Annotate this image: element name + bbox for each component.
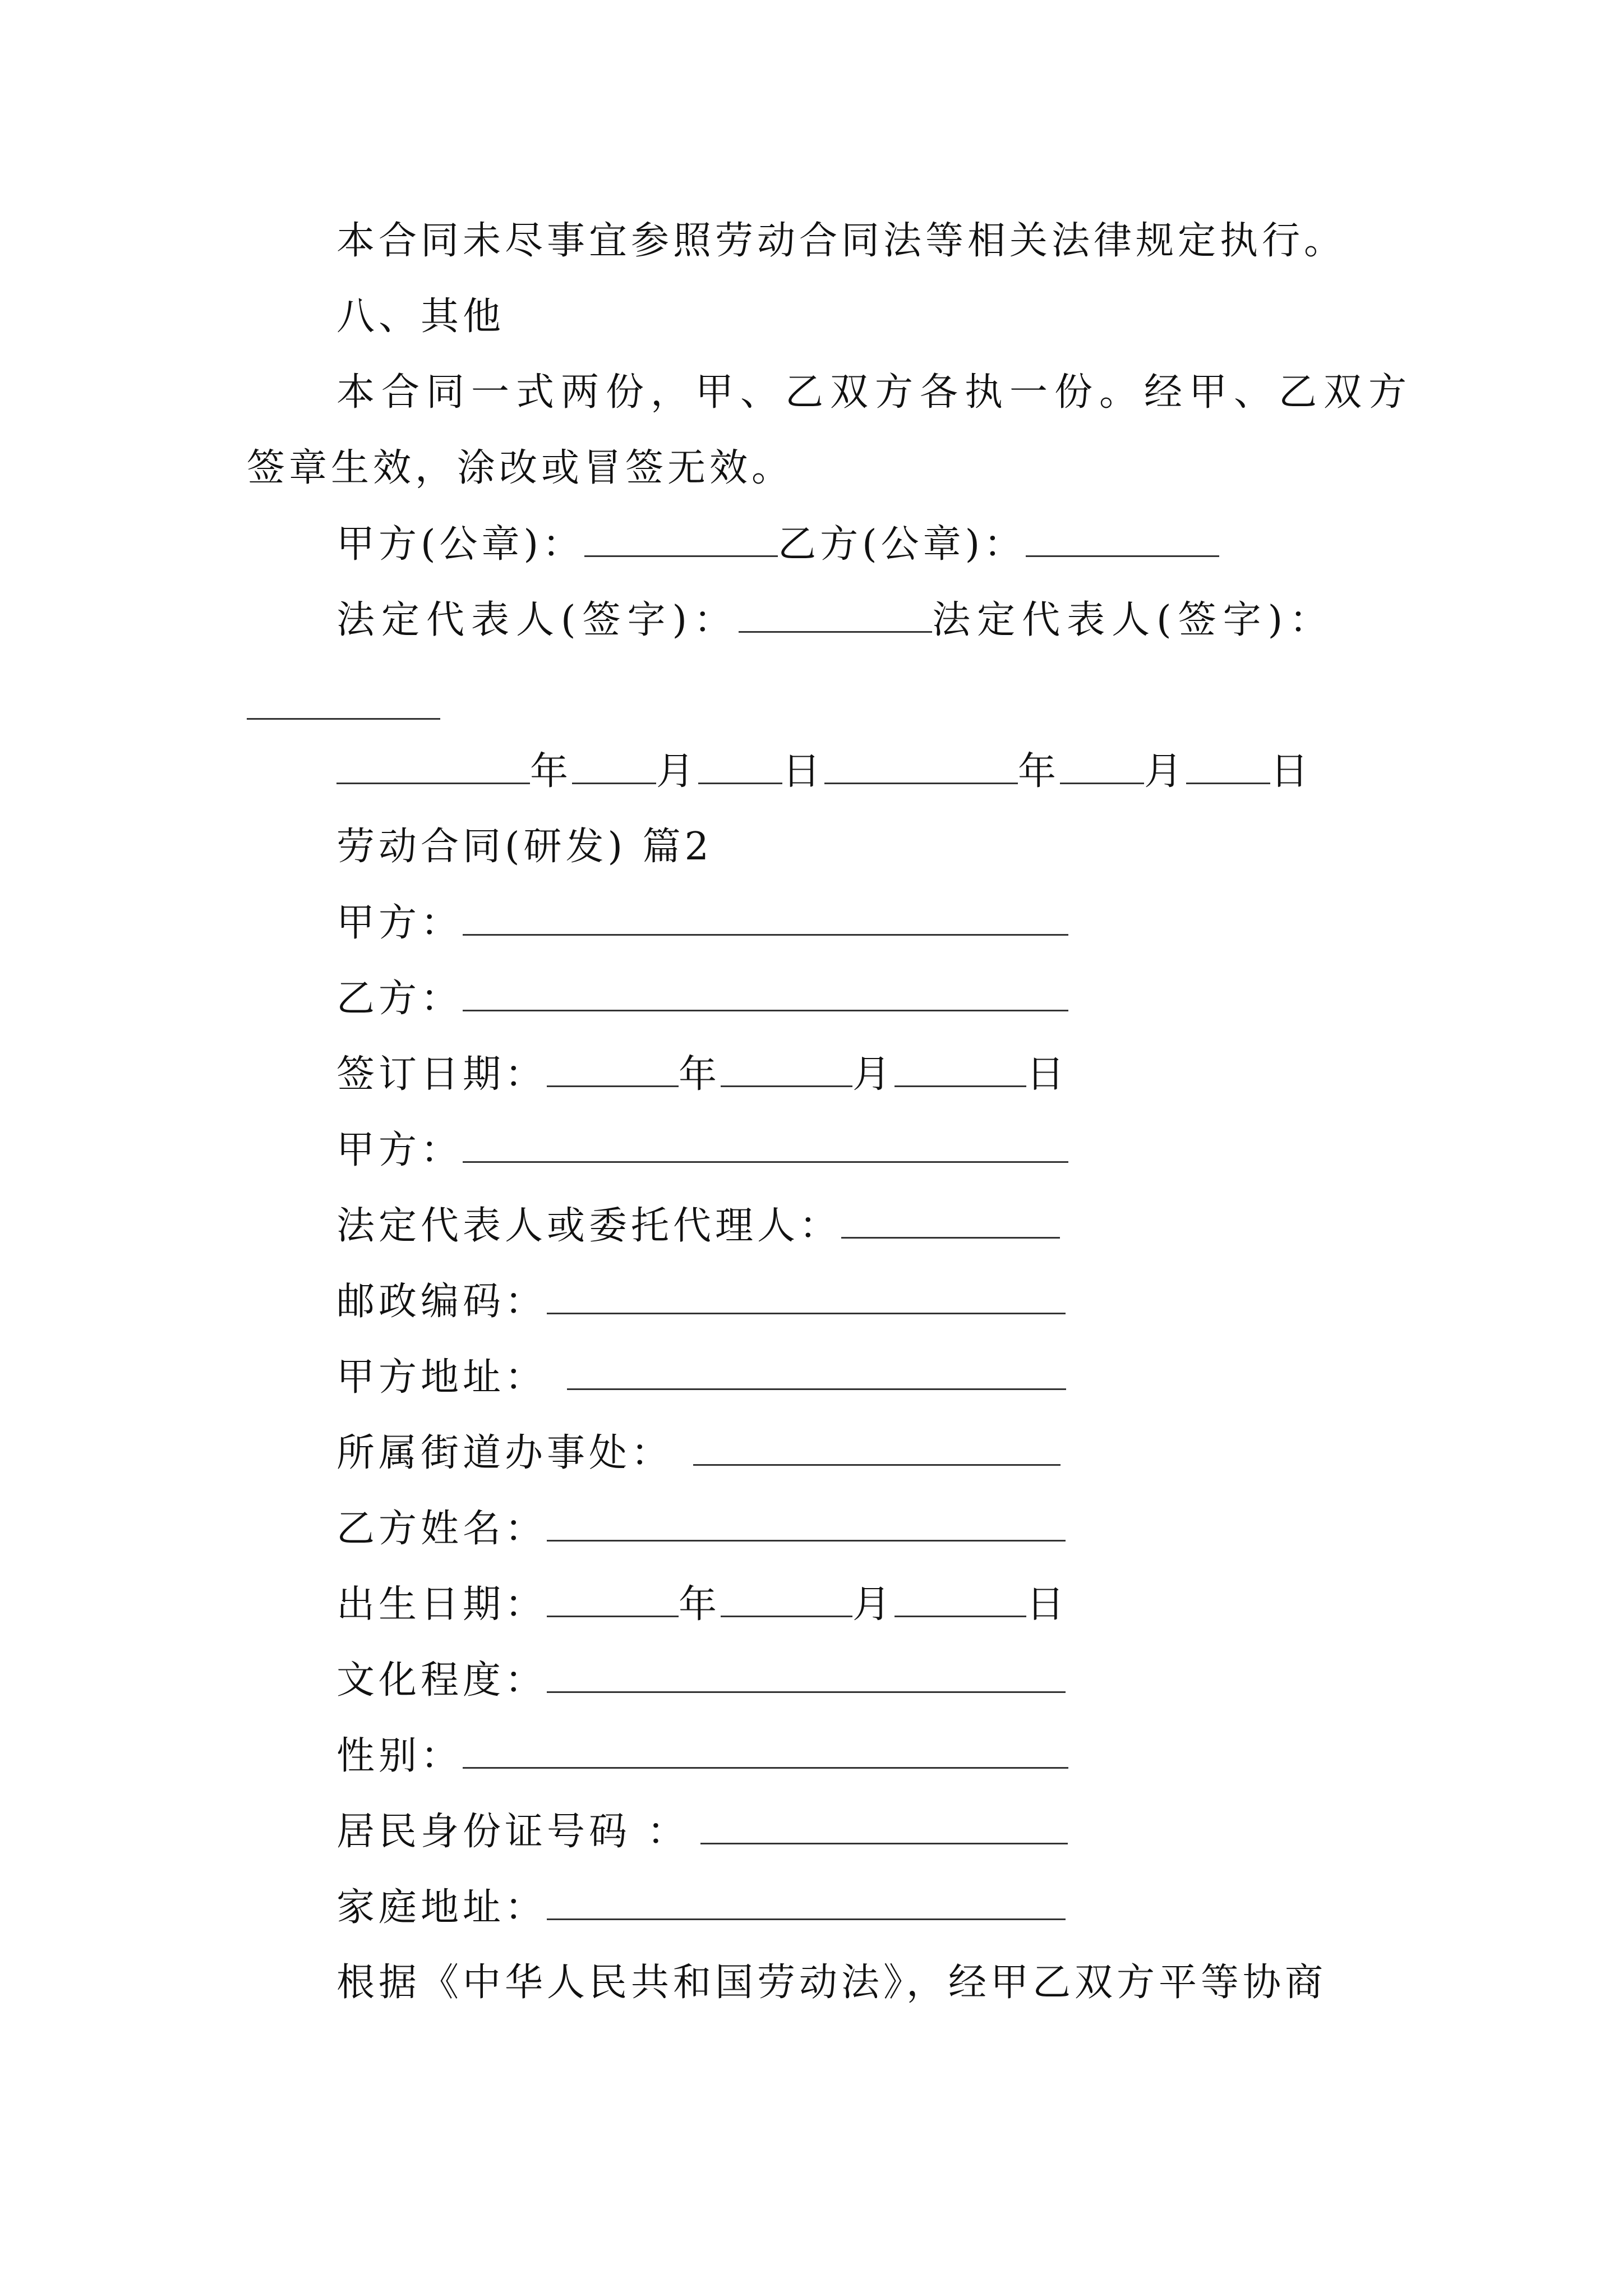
birth-date-year-blank xyxy=(547,1576,679,1617)
sign-date-month-blank xyxy=(721,1046,852,1087)
date-b-year-label: 年 xyxy=(1018,749,1061,794)
date-a-year-blank xyxy=(336,743,530,784)
party-a-again-label: 甲方： xyxy=(336,1128,463,1172)
field-birth-date xyxy=(336,1576,1068,1632)
legal-rep-a-blank xyxy=(739,592,932,633)
paragraph-copies-line2 xyxy=(247,440,794,496)
seal-line xyxy=(336,516,1219,572)
party-b-seal-blank xyxy=(1026,516,1219,557)
text-copies-line2: 签章生效，涂改或冒签无效。 xyxy=(247,446,794,490)
birth-date-month-blank xyxy=(721,1576,852,1617)
birth-date-year-label: 年 xyxy=(679,1582,721,1627)
education-label: 文化程度： xyxy=(336,1658,547,1703)
legal-rep-or-agent-label: 法定代表人或委托代理人： xyxy=(336,1204,842,1248)
field-party-b xyxy=(336,970,1068,1027)
sign-date-label: 签订日期： xyxy=(336,1052,547,1097)
id-number-blank xyxy=(700,1803,1068,1844)
party-a-address-label: 甲方地址： xyxy=(336,1355,547,1400)
legal-rep-or-agent-blank xyxy=(841,1198,1060,1239)
birth-date-label: 出生日期： xyxy=(336,1582,547,1627)
birth-date-month-label: 月 xyxy=(852,1582,895,1627)
field-gender xyxy=(336,1728,1068,1784)
home-address-label: 家庭地址： xyxy=(336,1885,547,1930)
field-subdistrict-office xyxy=(336,1425,1061,1481)
party-b-seal-label: 乙方(公章)： xyxy=(778,522,1026,567)
paragraph-law-reference xyxy=(336,213,1346,269)
subdistrict-office-blank xyxy=(693,1425,1061,1466)
id-number-label: 居民身份证号码 ： xyxy=(336,1810,689,1854)
field-education xyxy=(336,1652,1066,1708)
party-a-address-blank xyxy=(567,1349,1066,1390)
party-b-name-blank xyxy=(547,1501,1066,1542)
home-address-blank xyxy=(547,1879,1066,1920)
party-a-label: 甲方： xyxy=(336,901,463,945)
sign-date-day-blank xyxy=(895,1046,1026,1087)
party-b-name-label: 乙方姓名： xyxy=(336,1507,547,1551)
party-a-blank xyxy=(463,895,1068,936)
legal-rep-b-blank xyxy=(247,690,440,720)
field-id-number xyxy=(336,1803,1068,1860)
birth-date-day-blank xyxy=(895,1576,1026,1617)
text-section2-title: 劳动合同(研发) 篇2 xyxy=(336,825,713,869)
text-law-reference: 本合同未尽事宜参照劳动合同法等相关法律规定执行。 xyxy=(336,219,1347,263)
party-b-blank xyxy=(463,970,1068,1011)
date-a-month-blank xyxy=(572,743,656,784)
section2-title xyxy=(336,819,713,875)
party-b-label: 乙方： xyxy=(336,977,463,1021)
date-a-year-label: 年 xyxy=(530,749,573,794)
field-home-address xyxy=(336,1879,1066,1935)
postal-code-blank xyxy=(547,1273,1066,1314)
birth-date-day-label: 日 xyxy=(1026,1582,1069,1627)
gender-blank xyxy=(463,1728,1068,1769)
postal-code-label: 邮政编码： xyxy=(336,1280,547,1324)
field-postal-code xyxy=(336,1273,1066,1329)
paragraph-copies-line1 xyxy=(336,365,1413,421)
subdistrict-office-label: 所属街道办事处： xyxy=(336,1431,674,1475)
sign-date-year-label: 年 xyxy=(679,1052,721,1097)
date-b-month-label: 月 xyxy=(1144,749,1187,794)
gender-label: 性别： xyxy=(336,1734,463,1778)
legal-rep-a-label: 法定代表人(签字)： xyxy=(336,598,739,642)
field-legal-rep-or-agent xyxy=(336,1198,1060,1254)
field-party-a xyxy=(336,895,1068,951)
paragraph-legal-basis xyxy=(336,1955,1327,2011)
date-a-day-blank xyxy=(698,743,782,784)
sign-date-month-label: 月 xyxy=(852,1052,895,1097)
date-b-month-blank xyxy=(1060,743,1144,784)
text-copies-line1: 本合同一式两份，甲、乙双方各执一份。经甲、乙双方 xyxy=(336,370,1414,415)
sign-date-year-blank xyxy=(547,1046,679,1087)
legal-rep-b-label: 法定代表人(签字)： xyxy=(932,598,1335,642)
party-a-seal-blank xyxy=(584,516,778,557)
field-sign-date xyxy=(336,1046,1068,1102)
date-b-year-blank xyxy=(824,743,1018,784)
date-a-month-label: 月 xyxy=(656,749,699,794)
education-blank xyxy=(547,1652,1066,1693)
field-party-a-address xyxy=(336,1349,1066,1405)
party-a-again-blank xyxy=(463,1122,1068,1163)
heading-other xyxy=(336,289,505,345)
field-party-a-again xyxy=(336,1122,1068,1178)
date-a-day-label: 日 xyxy=(782,749,825,794)
text-heading-other: 八、其他 xyxy=(336,295,505,339)
signature-date-line xyxy=(336,743,1312,799)
sign-date-day-label: 日 xyxy=(1026,1052,1069,1097)
date-b-day-label: 日 xyxy=(1270,749,1313,794)
party-a-seal-label: 甲方(公章)： xyxy=(336,522,585,567)
legal-rep-line xyxy=(336,592,1334,648)
field-party-b-name xyxy=(336,1501,1066,1557)
text-legal-basis: 根据《中华人民共和国劳动法》，经甲乙双方平等协商 xyxy=(336,1961,1327,2005)
date-b-day-blank xyxy=(1186,743,1270,784)
